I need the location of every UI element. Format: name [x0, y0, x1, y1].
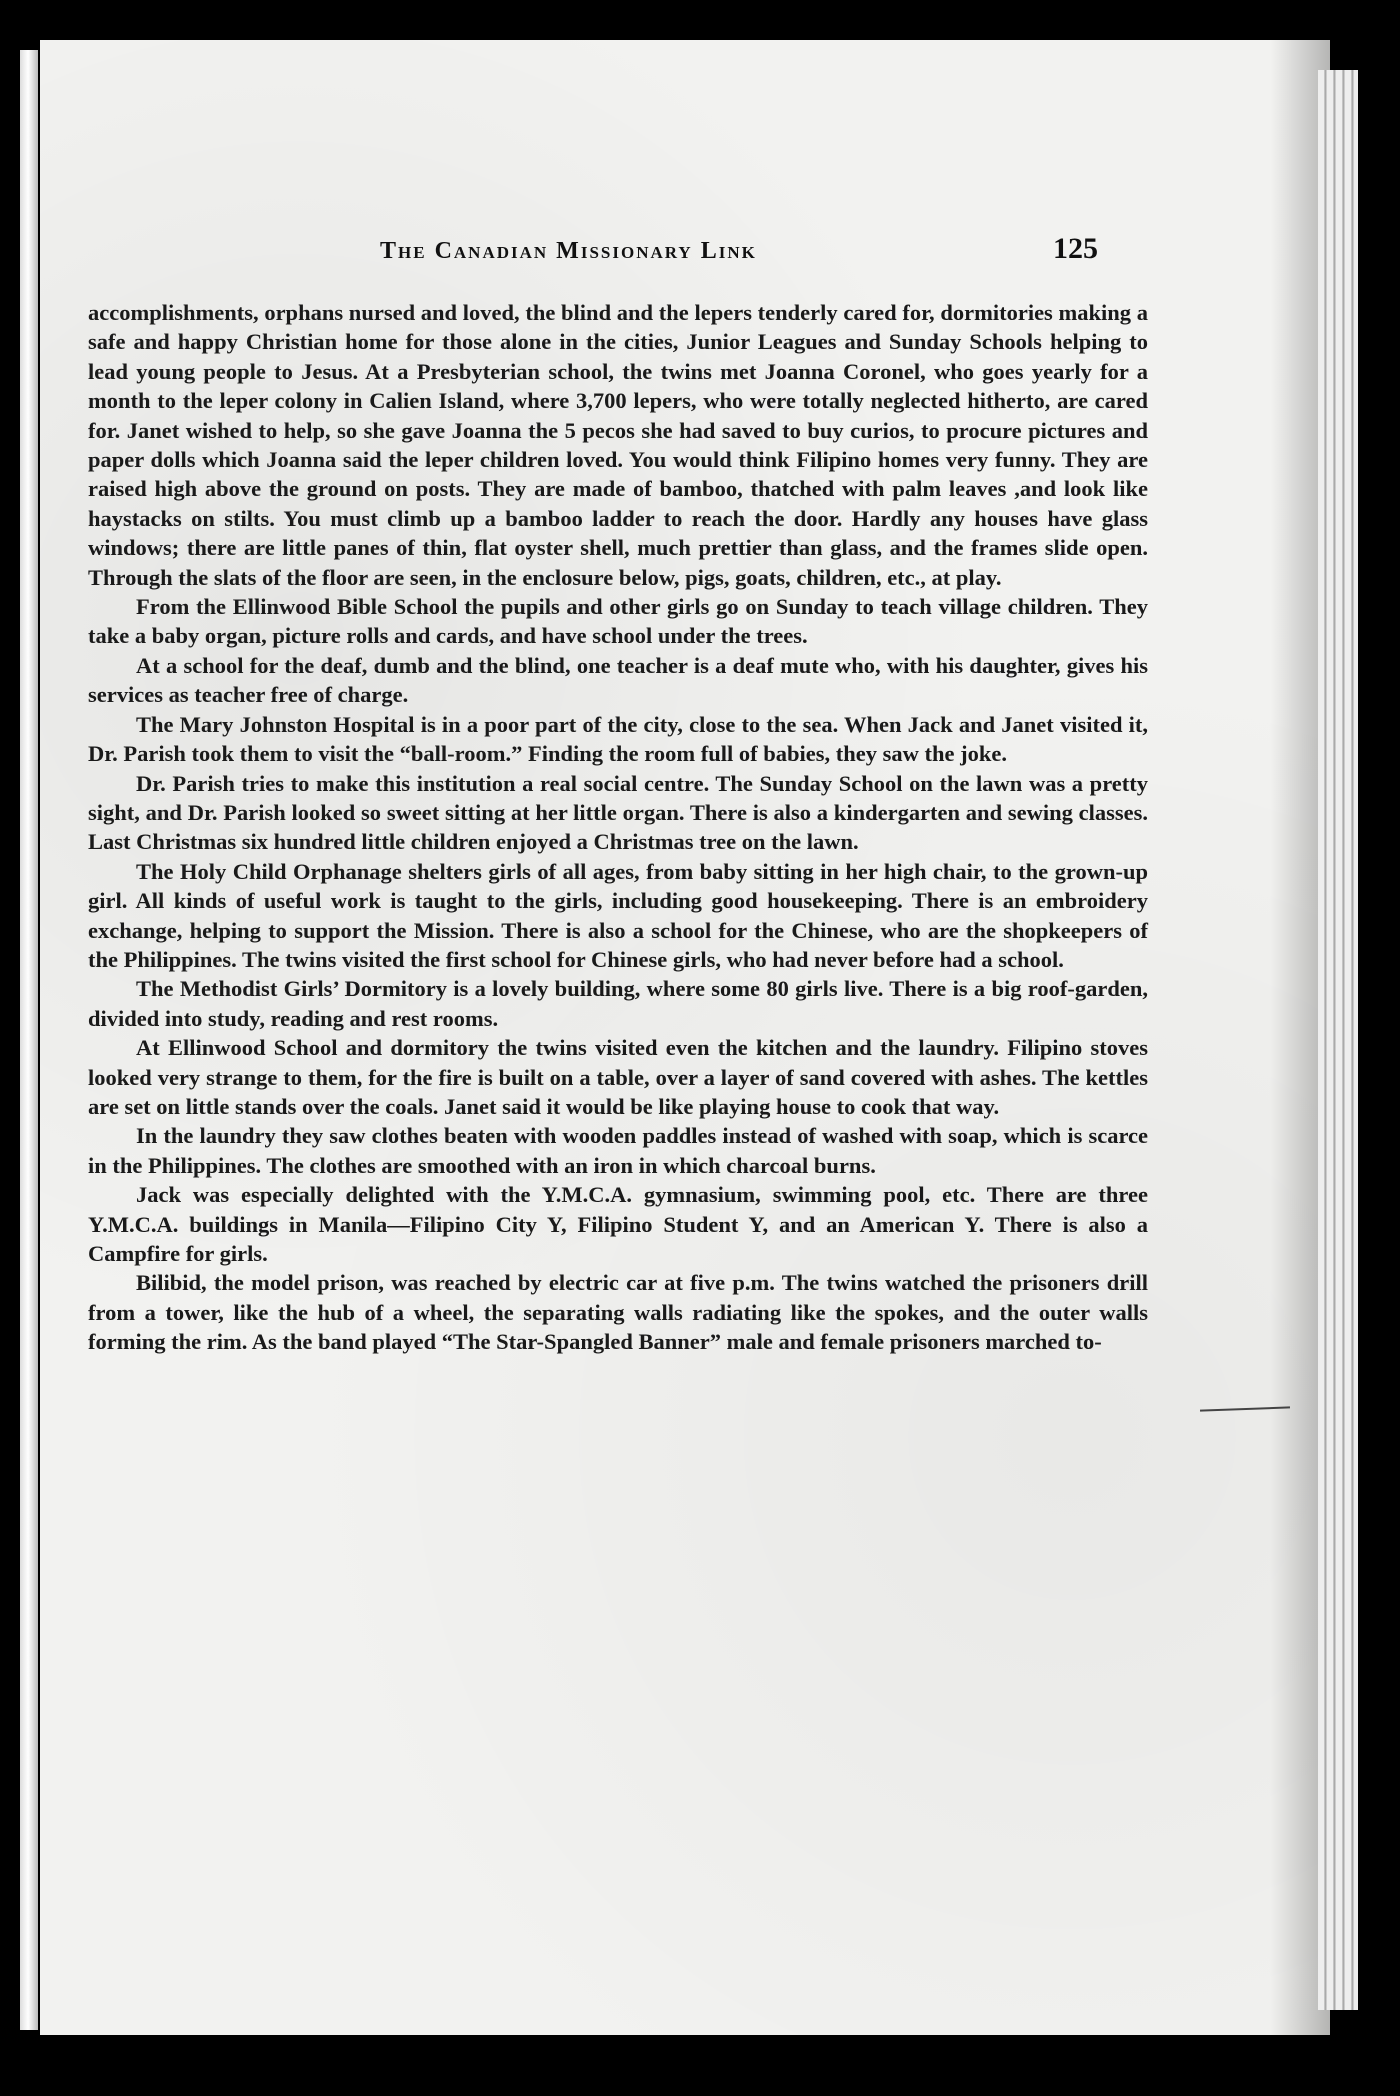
paragraph: At a school for the deaf, dumb and the blind, one teacher is a deaf mute who, with his daughter, gives his services as teacher free of charge. [88, 652, 1148, 708]
left-page-edge [20, 50, 38, 2030]
page-header [40, 210, 1160, 270]
paragraph: The Holy Child Orphanage shelters girls of all ages, from baby sitting in her high chair, to the grown-up girl. All kinds of useful work is taught to the girls, including good housekeeping. There is an embroidery exchange, helping to support the Mission. There is also a school for the Chinese, who are the shopkeepers of the Philippines. The twins visited the first school for Chinese girls, who had never before had a school. [88, 858, 1148, 972]
paragraph: At Ellinwood School and dormitory the twins visited even the kitchen and the laundry. Filipino stoves looked very strange to them, for the fire is built on a table, over a layer of sand covered with ashes. The kettles are set on little stands over the coals. Janet said it would be like playing house to cook that way. [88, 1035, 1148, 1119]
page-stack-edge [1318, 70, 1358, 2010]
paragraph: Jack was especially delighted with the Y.M.C.A. gymnasium, swimming pool, etc. There are three Y.M.C.A. buildings in Manila—Filipino City Y, Filipino Student Y, and an American Y. There is also a Campfire for girls. [88, 1182, 1148, 1266]
paragraph: Bilibid, the model prison, was reached by electric car at five p.m. The twins watched the prisoners drill from a tower, like the hub of a wheel, the separating walls radiating like the spokes, and the outer walls forming the rim. As the band played “The Star-Spangled Banner” male and female prisoners marched to- [88, 1270, 1148, 1355]
body-text [88, 298, 1148, 1357]
paragraph: In the laundry they saw clothes beaten with wooden paddles instead of washed with soap, which is scarce in the Philippines. The clothes are smoothed with an iron in which charcoal burns. [88, 1123, 1148, 1178]
page-number: 125 [1053, 232, 1098, 265]
paragraph: Dr. Parish tries to make this institution a real social centre. The Sunday School on the lawn was a pretty sight, and Dr. Parish looked so sweet sitting at her little organ. There is also a kindergarten and sewing classes. Last Christmas six hundred little children enjoyed a Christmas tree on the lawn. [88, 770, 1148, 855]
paragraph: accomplishments, orphans nursed and loved, the blind and the lepers tenderly cared for, dormitories making a safe and happy Christian home for those alone in the cities, Junior Leagues and Sunday Schools helping to lead young people to Jesus. At a Presbyterian school, the twins met Joanna Coronel, who goes yearly for a month to the leper colony in Calien Island, where 3,700 lepers, who were totally neglected hitherto, are cared for. Janet wished to help, so she gave Joanna the 5 pecos she had saved to buy curios, to procure pictures and paper dolls which Joanna said the leper children loved. You would think Filipino homes very funny. They are raised high above the ground on posts. They are made of bamboo, thatched with palm leaves ,and look like haystacks on stilts. You must climb up a bamboo ladder to reach the door. Hardly any houses have glass windows; there are little panes of thin, flat oyster shell, much prettier than glass, and the frames slide open. Through the slats of the floor are seen, in the enclosure below, pigs, goats, children, etc., at play. [88, 300, 1148, 590]
paragraph: The Mary Johnston Hospital is in a poor part of the city, close to the sea. When Jack and Janet visited it, Dr. Parish took them to visit the “ball-room.” Finding the room full of babies, they saw the joke. [88, 711, 1148, 767]
running-head: The Canadian Missionary Link [380, 238, 757, 264]
book-page [40, 40, 1330, 2035]
paragraph: From the Ellinwood Bible School the pupils and other girls go on Sunday to teach village children. They take a baby organ, picture rolls and cards, and have school under the trees. [88, 594, 1148, 649]
paragraph: The Methodist Girls’ Dormitory is a lovely building, where some 80 girls live. There is a big roof-garden, divided into study, reading and rest rooms. [88, 976, 1148, 1031]
